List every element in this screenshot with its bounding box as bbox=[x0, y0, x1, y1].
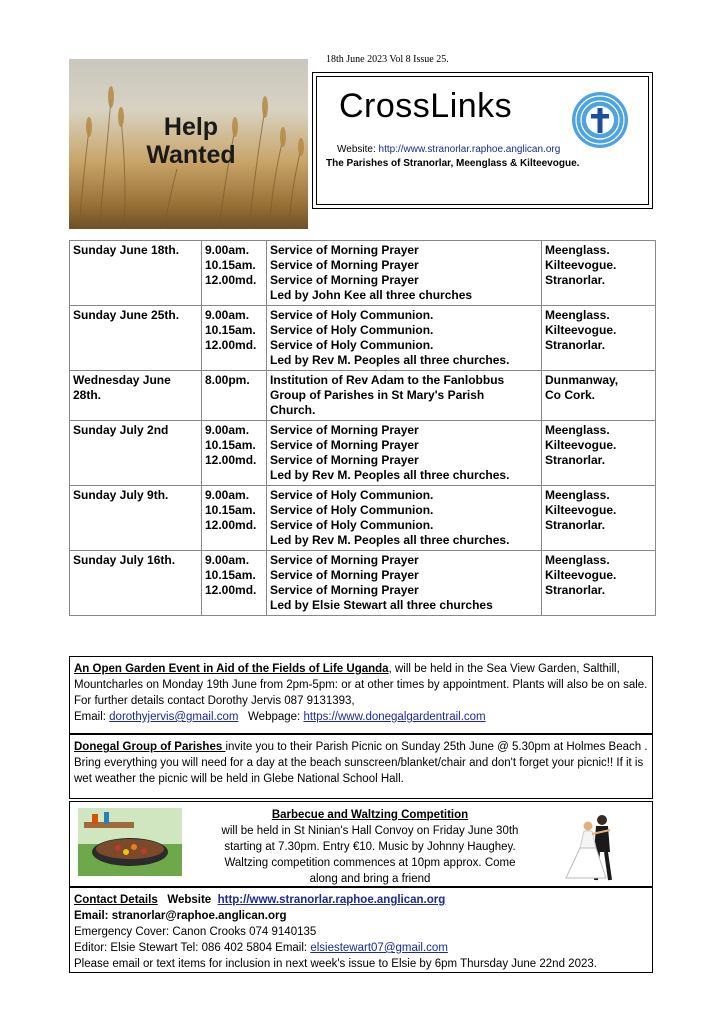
contact-details bbox=[69, 887, 653, 973]
service-location bbox=[542, 306, 656, 371]
hero-text-line1: Help bbox=[163, 113, 219, 141]
service-description-line: Service of Morning Prayer bbox=[270, 438, 419, 452]
service-times-line: 10.15am. bbox=[205, 323, 256, 337]
editor-email-link[interactable]: elsiestewart07@gmail.com bbox=[310, 942, 448, 954]
service-description bbox=[267, 421, 542, 486]
service-times-line: 10.15am. bbox=[205, 258, 256, 272]
issue-line: 18th June 2023 Vol 8 Issue 25. bbox=[326, 54, 449, 65]
help-wanted-image bbox=[69, 59, 308, 229]
schedule-row bbox=[70, 371, 656, 421]
service-location bbox=[542, 551, 656, 616]
service-times-line: 9.00am. bbox=[205, 243, 250, 257]
contact-email: Email: stranorlar@raphoe.anglican.org bbox=[74, 910, 287, 922]
bbq-line: will be held in St Ninian's Hall Convoy on Friday June 30th bbox=[221, 825, 519, 837]
service-times bbox=[202, 241, 267, 306]
service-times-line: 10.15am. bbox=[205, 438, 256, 452]
service-times-line: 10.15am. bbox=[205, 503, 256, 517]
service-description-line: Service of Morning Prayer bbox=[270, 553, 419, 567]
service-description-line: Group of Parishes in St Mary's Parish bbox=[270, 388, 485, 402]
service-description-line: Service of Holy Communion. bbox=[270, 323, 434, 337]
service-times bbox=[202, 486, 267, 551]
service-location-line: Stranorlar. bbox=[545, 273, 606, 287]
picnic-body: invite you to their Parish Picnic on Sunday 25th June @ 5.30pm at Holmes Beach . Bring everything you will need for a day at the beach sunscreen/blanket/chair and don't forget your picnic!! If it is wet weather the picnic will be held in Glebe National School Hall. bbox=[74, 741, 648, 785]
service-description-line: Service of Holy Communion. bbox=[270, 488, 434, 502]
service-date: Sunday June 25th. bbox=[70, 306, 202, 371]
open-garden-webpage-link[interactable]: https://www.donegalgardentrail.com bbox=[303, 711, 486, 723]
service-description bbox=[267, 241, 542, 306]
contact-website-link[interactable]: http://www.stranorlar.raphoe.anglican.org bbox=[217, 894, 446, 906]
service-location-line: Stranorlar. bbox=[545, 518, 606, 532]
service-times bbox=[202, 421, 267, 486]
schedule-row bbox=[70, 551, 656, 616]
service-location-line: Kilteevogue. bbox=[545, 323, 617, 337]
service-location-line: Dunmanway, bbox=[545, 373, 619, 387]
service-description-line: Service of Holy Communion. bbox=[270, 338, 434, 352]
service-times-line: 9.00am. bbox=[205, 553, 250, 567]
service-date: Sunday July 16th. bbox=[70, 551, 202, 616]
service-location bbox=[542, 421, 656, 486]
service-location-line: Meenglass. bbox=[545, 308, 610, 322]
service-times-line: 12.00md. bbox=[205, 583, 257, 597]
service-description bbox=[267, 551, 542, 616]
service-location-line: Kilteevogue. bbox=[545, 503, 617, 517]
service-description-line: Service of Morning Prayer bbox=[270, 583, 419, 597]
service-description-line: Service of Holy Communion. bbox=[270, 503, 434, 517]
website-link[interactable]: http://www.stranorlar.raphoe.anglican.org bbox=[378, 144, 561, 155]
service-description-line: Led by Rev M. Peoples all three churches. bbox=[270, 533, 510, 547]
schedule-row bbox=[70, 306, 656, 371]
service-date: Sunday June 18th. bbox=[70, 241, 202, 306]
service-times bbox=[202, 551, 267, 616]
service-description bbox=[267, 371, 542, 421]
contact-website-label: Website bbox=[167, 894, 212, 906]
emergency-cover: Emergency Cover: Canon Crooks 074 9140135 bbox=[74, 926, 317, 938]
service-location-line: Co Cork. bbox=[545, 388, 596, 402]
bbq-line: along and bring a friend bbox=[309, 873, 431, 885]
service-times-line: 8.00pm. bbox=[205, 373, 250, 387]
bbq-line: starting at 7.30pm. Entry €10. Music by Johnny Haughey. bbox=[224, 841, 516, 853]
service-description-line: Service of Morning Prayer bbox=[270, 568, 419, 582]
service-location-line: Kilteevogue. bbox=[545, 438, 617, 452]
service-description-line: Service of Morning Prayer bbox=[270, 453, 419, 467]
service-description-line: Service of Holy Communion. bbox=[270, 518, 434, 532]
service-location bbox=[542, 486, 656, 551]
website-label: Website: bbox=[337, 144, 376, 155]
hero-text-line2: Wanted bbox=[146, 141, 236, 169]
service-description bbox=[267, 306, 542, 371]
service-times-line: 12.00md. bbox=[205, 273, 257, 287]
service-location-line: Stranorlar. bbox=[545, 583, 606, 597]
service-location bbox=[542, 241, 656, 306]
service-description bbox=[267, 486, 542, 551]
contact-heading: Contact Details bbox=[74, 894, 158, 906]
service-description-line: Service of Morning Prayer bbox=[270, 258, 419, 272]
service-description-line: Led by John Kee all three churches bbox=[270, 288, 473, 302]
service-location-line: Meenglass. bbox=[545, 553, 610, 567]
cross-logo-icon bbox=[571, 91, 629, 149]
service-description-line: Service of Holy Communion. bbox=[270, 308, 434, 322]
email-label: Email: bbox=[74, 711, 106, 723]
service-description-line: Institution of Rev Adam to the Fanlobbus bbox=[270, 373, 505, 387]
service-times-line: 10.15am. bbox=[205, 568, 256, 582]
open-garden-heading: An Open Garden Event in Aid of the Fields of Life Uganda bbox=[74, 663, 389, 675]
waltz-dancers-image bbox=[562, 812, 632, 884]
open-garden-notice bbox=[69, 656, 653, 734]
service-times bbox=[202, 371, 267, 421]
picnic-heading: Donegal Group of Parishes bbox=[74, 741, 226, 753]
picnic-notice bbox=[69, 734, 653, 799]
service-times bbox=[202, 306, 267, 371]
service-date: Sunday July 2nd bbox=[70, 421, 202, 486]
schedule-row bbox=[70, 421, 656, 486]
service-description-line: Church. bbox=[270, 403, 316, 417]
service-times-line: 9.00am. bbox=[205, 423, 250, 437]
service-date: Wednesday June 28th. bbox=[70, 371, 202, 421]
service-location-line: Stranorlar. bbox=[545, 453, 606, 467]
newsletter-title: CrossLinks bbox=[339, 87, 513, 125]
service-times-line: 9.00am. bbox=[205, 488, 250, 502]
service-description-line: Led by Elsie Stewart all three churches bbox=[270, 598, 493, 612]
service-times-line: 9.00am. bbox=[205, 308, 250, 322]
service-description-line: Service of Morning Prayer bbox=[270, 243, 419, 257]
service-description-line: Led by Rev M. Peoples all three churches. bbox=[270, 468, 510, 482]
bbq-text bbox=[190, 807, 550, 887]
bbq-notice bbox=[69, 801, 653, 887]
editor-info: Editor: Elsie Stewart Tel: 086 402 5804 Email: bbox=[74, 942, 311, 954]
open-garden-body: , will be held in the Sea View Garden, Salthill, Mountcharles on Monday 19th June from 2pm-5pm: or at other times by appointment. Plants will also be on sale. For further details contact Dorothy Jervis 087 9131393, bbox=[74, 663, 648, 707]
open-garden-email-link[interactable]: dorothyjervis@gmail.com bbox=[109, 711, 239, 723]
service-description-line: Service of Morning Prayer bbox=[270, 273, 419, 287]
service-schedule-table bbox=[69, 240, 656, 616]
submission-note: Please email or text items for inclusion in next week's issue to Elsie by 6pm Thursday June 22nd 2023. bbox=[74, 958, 597, 970]
service-description-line: Led by Rev M. Peoples all three churches. bbox=[270, 353, 510, 367]
schedule-row bbox=[70, 486, 656, 551]
barbecue-image bbox=[78, 808, 182, 876]
service-location bbox=[542, 371, 656, 421]
service-location-line: Stranorlar. bbox=[545, 338, 606, 352]
service-location-line: Kilteevogue. bbox=[545, 258, 617, 272]
service-times-line: 12.00md. bbox=[205, 453, 257, 467]
service-description-line: Service of Morning Prayer bbox=[270, 423, 419, 437]
service-date: Sunday July 9th. bbox=[70, 486, 202, 551]
webpage-label: Webpage: bbox=[248, 711, 301, 723]
service-times-line: 12.00md. bbox=[205, 338, 257, 352]
service-location-line: Kilteevogue. bbox=[545, 568, 617, 582]
bbq-line: Waltzing competition commences at 10pm approx. Come bbox=[224, 857, 516, 869]
schedule-row bbox=[70, 241, 656, 306]
service-times-line: 12.00md. bbox=[205, 518, 257, 532]
bbq-heading: Barbecue and Waltzing Competition bbox=[271, 809, 469, 821]
masthead-website bbox=[337, 144, 560, 155]
masthead bbox=[312, 72, 653, 209]
parishes-subtitle: The Parishes of Stranorlar, Meenglass & Kilteevogue. bbox=[326, 158, 580, 169]
service-location-line: Meenglass. bbox=[545, 243, 610, 257]
service-location-line: Meenglass. bbox=[545, 423, 610, 437]
service-location-line: Meenglass. bbox=[545, 488, 610, 502]
